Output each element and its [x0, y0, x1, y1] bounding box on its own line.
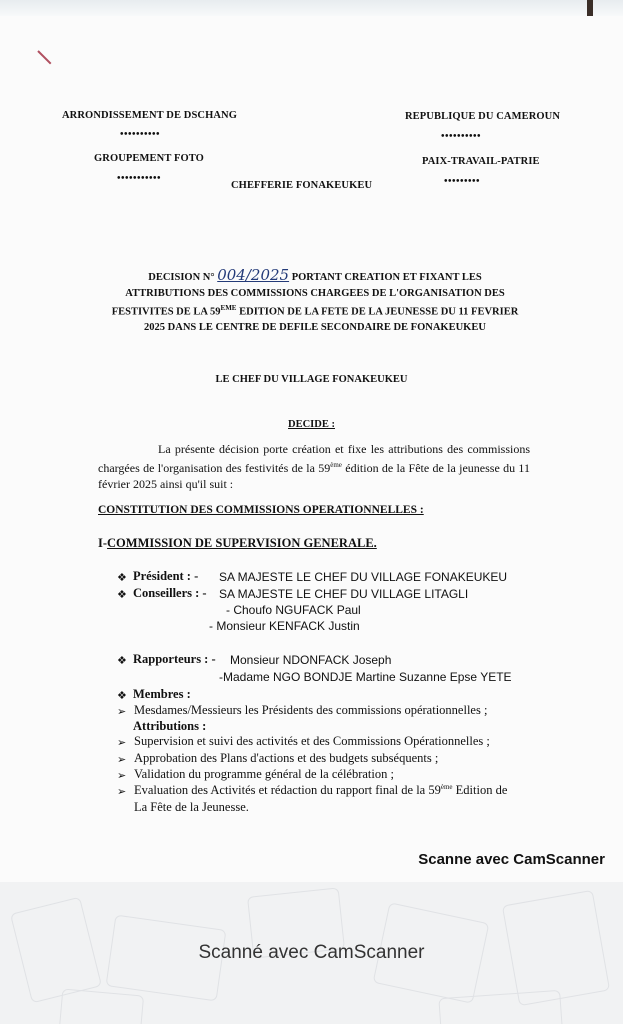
arrow-bullet-icon: ➢ [117, 706, 127, 718]
president-value: SA MAJESTE LE CHEF DU VILLAGE FONAKEUKEU [219, 570, 508, 584]
attribution-item-continued: La Fête de la Jeunesse. [134, 800, 249, 814]
chef-heading: LE CHEF DU VILLAGE FONAKEUKEU [215, 374, 408, 385]
header-chefferie: CHEFFERIE FONAKEUKEU [231, 180, 373, 191]
decorative-doc-icon [58, 989, 144, 1024]
top-edge-strip [0, 0, 623, 16]
header-separator: •••••••••• [441, 131, 482, 142]
membres-item: Mesdames/Messieurs les Présidents des commissions opérationnelles ; [134, 703, 488, 717]
president-label: Président : - [133, 569, 199, 583]
decision-line4: 2025 DANS LE CENTRE DE DEFILE SECONDAIRE DE FONAKEUKEU [144, 322, 486, 333]
header-groupement: GROUPEMENT FOTO [94, 153, 204, 164]
arrow-bullet-icon: ➢ [117, 770, 127, 782]
conseiller-1: SA MAJESTE LE CHEF DU VILLAGE LITAGLI [219, 587, 469, 601]
intro-sup: ème [330, 461, 342, 469]
diamond-bullet-icon: ❖ [117, 655, 127, 667]
header-republique: REPUBLIQUE DU CAMEROUN [405, 111, 561, 122]
decide-heading: DECIDE : [288, 419, 335, 430]
membres-label: Membres : [133, 687, 191, 701]
top-edge-dark-mark [587, 0, 593, 16]
diamond-bullet-icon: ❖ [117, 572, 127, 584]
diamond-bullet-icon: ❖ [117, 690, 127, 702]
camscanner-footer-text: Scanné avec CamScanner [198, 942, 425, 963]
arrow-bullet-icon: ➢ [117, 737, 127, 749]
rapporteur-1: Monsieur NDONFACK Joseph [230, 653, 392, 667]
decision-title [80, 268, 550, 336]
conseiller-2: - Choufo NGUFACK Paul [226, 603, 361, 617]
camscanner-stamp: Scanne avec CamScanner [418, 851, 605, 868]
section-title: CONSTITUTION DES COMMISSIONS OPERATIONNELLES : [98, 504, 424, 516]
arrow-bullet-icon: ➢ [117, 786, 127, 798]
intro-paragraph [98, 441, 530, 492]
intro-part2: édition de la Fête de la jeunesse du 11 février 2025 ainsi qu'il suit : [98, 461, 530, 491]
decision-number-handwritten: 004/2025 [217, 266, 290, 284]
header-separator: ••••••••••• [117, 173, 162, 184]
decision-prefix: DECISION N° [148, 272, 215, 283]
attribution-item: Evaluation des Activités et rédaction du rapport final de la 59ème Edition de [134, 783, 508, 798]
header-separator: •••••••••• [120, 129, 161, 140]
header-devise: PAIX-TRAVAIL-PATRIE [422, 156, 540, 167]
commission-heading: I-COMMISSION DE SUPERVISION GENERALE. [98, 536, 377, 550]
diamond-bullet-icon: ❖ [117, 589, 127, 601]
header-arrondissement: ARRONDISSEMENT DE DSCHANG [62, 110, 238, 121]
attribution-item: Validation du programme général de la célébration ; [134, 767, 394, 781]
decision-line3b: EDITION DE LA FETE DE LA JEUNESSE DU 11 FEVRIER [236, 306, 519, 318]
header-separator: ••••••••• [444, 176, 481, 187]
conseillers-label: Conseillers : - [133, 586, 207, 600]
pen-mark [37, 50, 51, 64]
attribution-item: Approbation des Plans d'actions et des budgets subséquents ; [134, 751, 439, 765]
decision-line1: PORTANT CREATION ET FIXANT LES [291, 272, 482, 283]
rapporteur-2: -Madame NGO BONDJE Martine Suzanne Epse YETE [219, 670, 512, 684]
rapporteurs-label: Rapporteurs : - [133, 652, 216, 666]
decision-line3-sup: EME [220, 304, 237, 312]
decision-line3a: FESTIVITES DE LA 59 [111, 306, 221, 318]
attribution-item: Supervision et suivi des activités et des Commissions Opérationnelles ; [134, 734, 490, 748]
conseiller-3: - Monsieur KENFACK Justin [209, 619, 360, 633]
scanned-page [0, 16, 623, 882]
decision-line2: ATTRIBUTIONS DES COMMISSIONS CHARGEES DE L'ORGANISATION DES [125, 287, 505, 299]
intro-part1: La présente décision porte création et fixe les attributions des commissions chargées de l'organisation des festivités de la 59 [98, 442, 530, 475]
attributions-label: Attributions : [133, 719, 207, 733]
arrow-bullet-icon: ➢ [117, 754, 127, 766]
camscanner-footer [0, 882, 623, 1024]
